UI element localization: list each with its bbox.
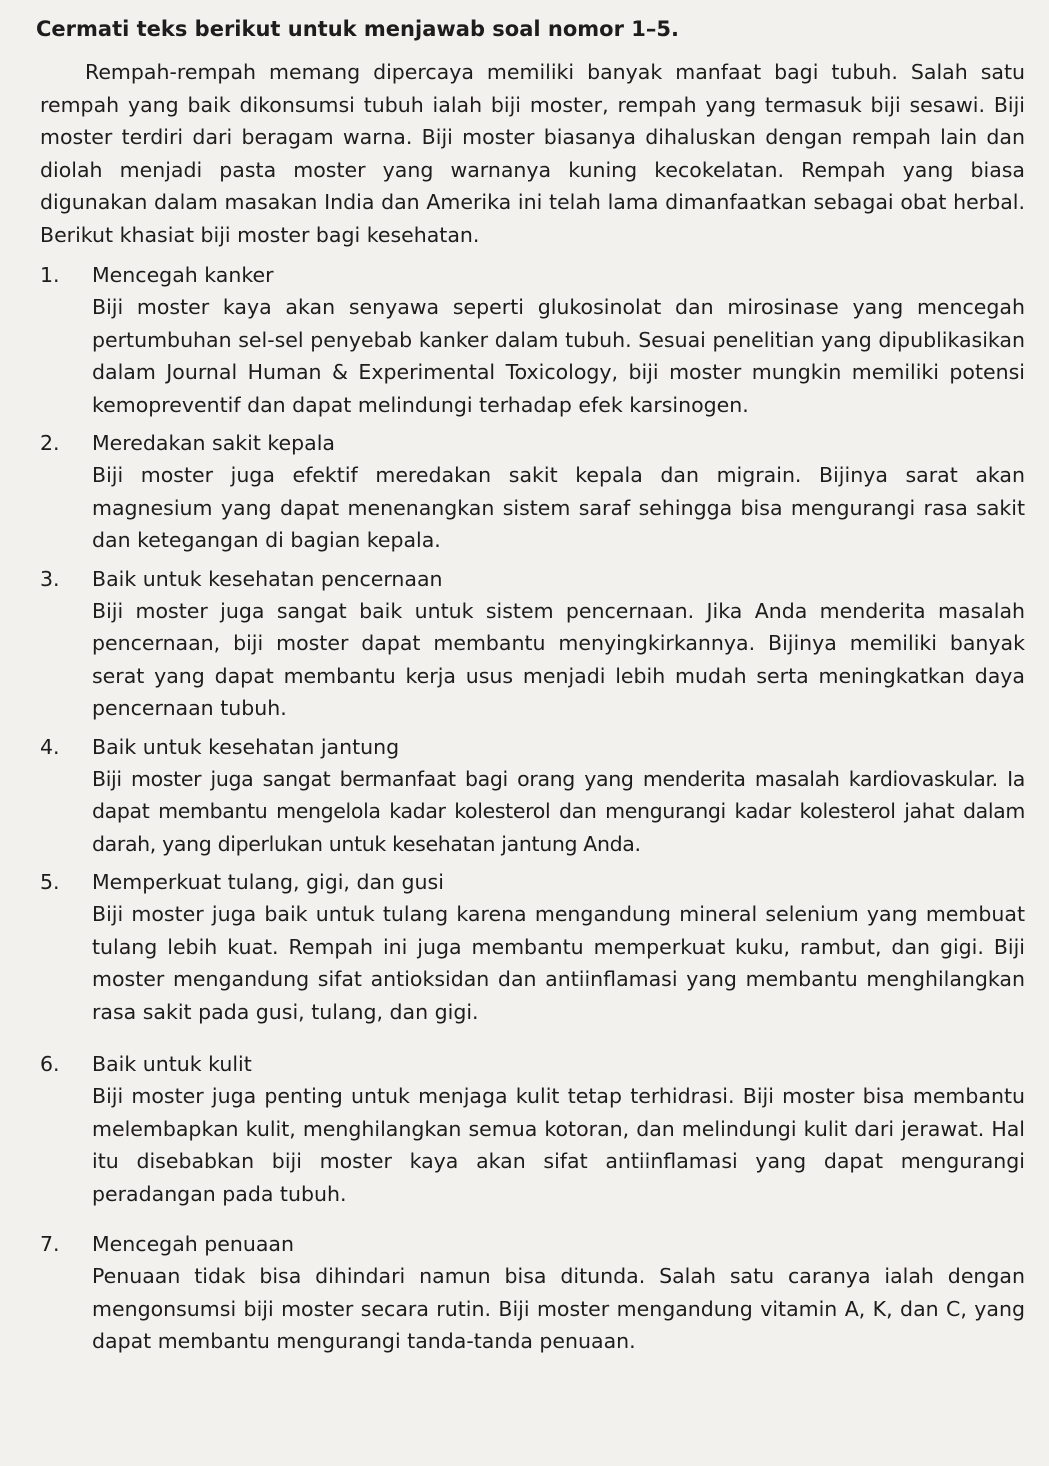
list-item-body: Biji moster juga baik untuk tulang karena mengandung mineral selenium yang membuat tulang lebih kuat. Rempah ini juga membantu memperkuat kuku, rambut, dan gigi. Biji moster mengandung sifat antioksidan dan antiinflamasi yang membantu menghilangkan rasa sakit pada gusi, tulang, dan gigi. <box>92 902 1025 1024</box>
list-item <box>40 563 1025 725</box>
list-item-number: 4. <box>40 734 60 759</box>
list-item-body: Biji moster juga sangat baik untuk sistem pencernaan. Jika Anda menderita masalah pencernaan, biji moster dapat membantu menyingkirkannya. Bijinya memiliki banyak serat yang dapat membantu kerja usus menjadi lebih mudah serta meningkatkan daya pencernaan tubuh. <box>92 598 1025 720</box>
list-item-heading <box>40 563 1025 595</box>
list-item-title: Mencegah kanker <box>92 263 274 287</box>
list-item <box>40 866 1025 1028</box>
list-item <box>40 1228 1025 1358</box>
list-item <box>40 731 1025 861</box>
list-item-title: Baik untuk kesehatan pencernaan <box>92 566 443 591</box>
page-title: Cermati teks berikut untuk menjawab soal nomor 1–5. <box>36 17 679 41</box>
list-item <box>40 427 1025 557</box>
list-item-heading <box>40 731 1025 763</box>
list-item-heading <box>40 427 1025 459</box>
list-item-number: 5. <box>40 870 60 894</box>
list-item-title: Baik untuk kulit <box>92 1052 252 1076</box>
list-item <box>40 1048 1025 1210</box>
list-item-title: Baik untuk kesehatan jantung <box>92 734 400 759</box>
list-item-number: 1. <box>40 263 60 287</box>
list-item-heading <box>40 1048 1025 1080</box>
intro-paragraph: Rempah-rempah memang dipercaya memiliki banyak manfaat bagi tubuh. Salah satu rempah yang baik dikonsumsi tubuh ialah biji moster, rempah yang termasuk biji sesawi. Biji moster terdiri dari beragam warna. Biji moster biasanya dihaluskan dengan rempah lain dan diolah menjadi pasta moster yang warnanya kuning kecokelatan. Rempah yang biasa digunakan dalam masakan India dan Amerika ini telah lama dimanfaatkan sebagai obat herbal. Berikut khasiat biji moster bagi kesehatan. <box>40 60 1025 247</box>
list-item-number: 2. <box>40 431 60 455</box>
list-item-heading <box>40 1228 1025 1260</box>
list-item-heading <box>40 866 1025 898</box>
list-item-body: Biji moster kaya akan senyawa seperti glukosinolat dan mirosinase yang mencegah pertumbuhan sel-sel penyebab kanker dalam tubuh. Sesuai penelitian yang dipublikasikan dalam Journal Human & Experimental Toxicology, biji moster mungkin memiliki potensi kemopreventif dan dapat melindungi terhadap efek karsinogen. <box>92 295 1025 417</box>
list-item-number: 3. <box>40 566 60 591</box>
list-item-number: 6. <box>40 1052 60 1076</box>
list-item-body: Biji moster juga penting untuk menjaga kulit tetap terhidrasi. Biji moster bisa membantu melembapkan kulit, menghilangkan semua kotoran, dan melindungi kulit dari jerawat. Hal itu disebabkan biji moster kaya akan sifat antiinflamasi yang dapat mengurangi peradangan pada tubuh. <box>92 1084 1025 1206</box>
list-item-body: Biji moster juga efektif meredakan sakit kepala dan migrain. Bijinya sarat akan magnesium yang dapat menenangkan sistem saraf sehingga bisa mengurangi rasa sakit dan ketegangan di bagian kepala. <box>92 463 1025 552</box>
list-item-heading <box>40 259 1025 291</box>
list-item-title: Memperkuat tulang, gigi, dan gusi <box>92 870 444 894</box>
list-item-title: Meredakan sakit kepala <box>92 431 335 455</box>
list-item-number: 7. <box>40 1232 60 1256</box>
list-item-title: Mencegah penuaan <box>92 1232 294 1256</box>
list-item-body: Biji moster juga sangat bermanfaat bagi orang yang menderita masalah kardiovaskular. Ia dapat membantu mengelola kadar kolesterol dan mengurangi kadar kolesterol jahat dalam darah, yang diperlukan untuk kesehatan jantung Anda. <box>92 766 1025 856</box>
list-item <box>40 259 1025 421</box>
list-item-body: Penuaan tidak bisa dihindari namun bisa ditunda. Salah satu caranya ialah dengan mengonsumsi biji moster secara rutin. Biji moster mengandung vitamin A, K, dan C, yang dapat membantu mengurangi tanda-tanda penuaan. <box>92 1264 1025 1353</box>
